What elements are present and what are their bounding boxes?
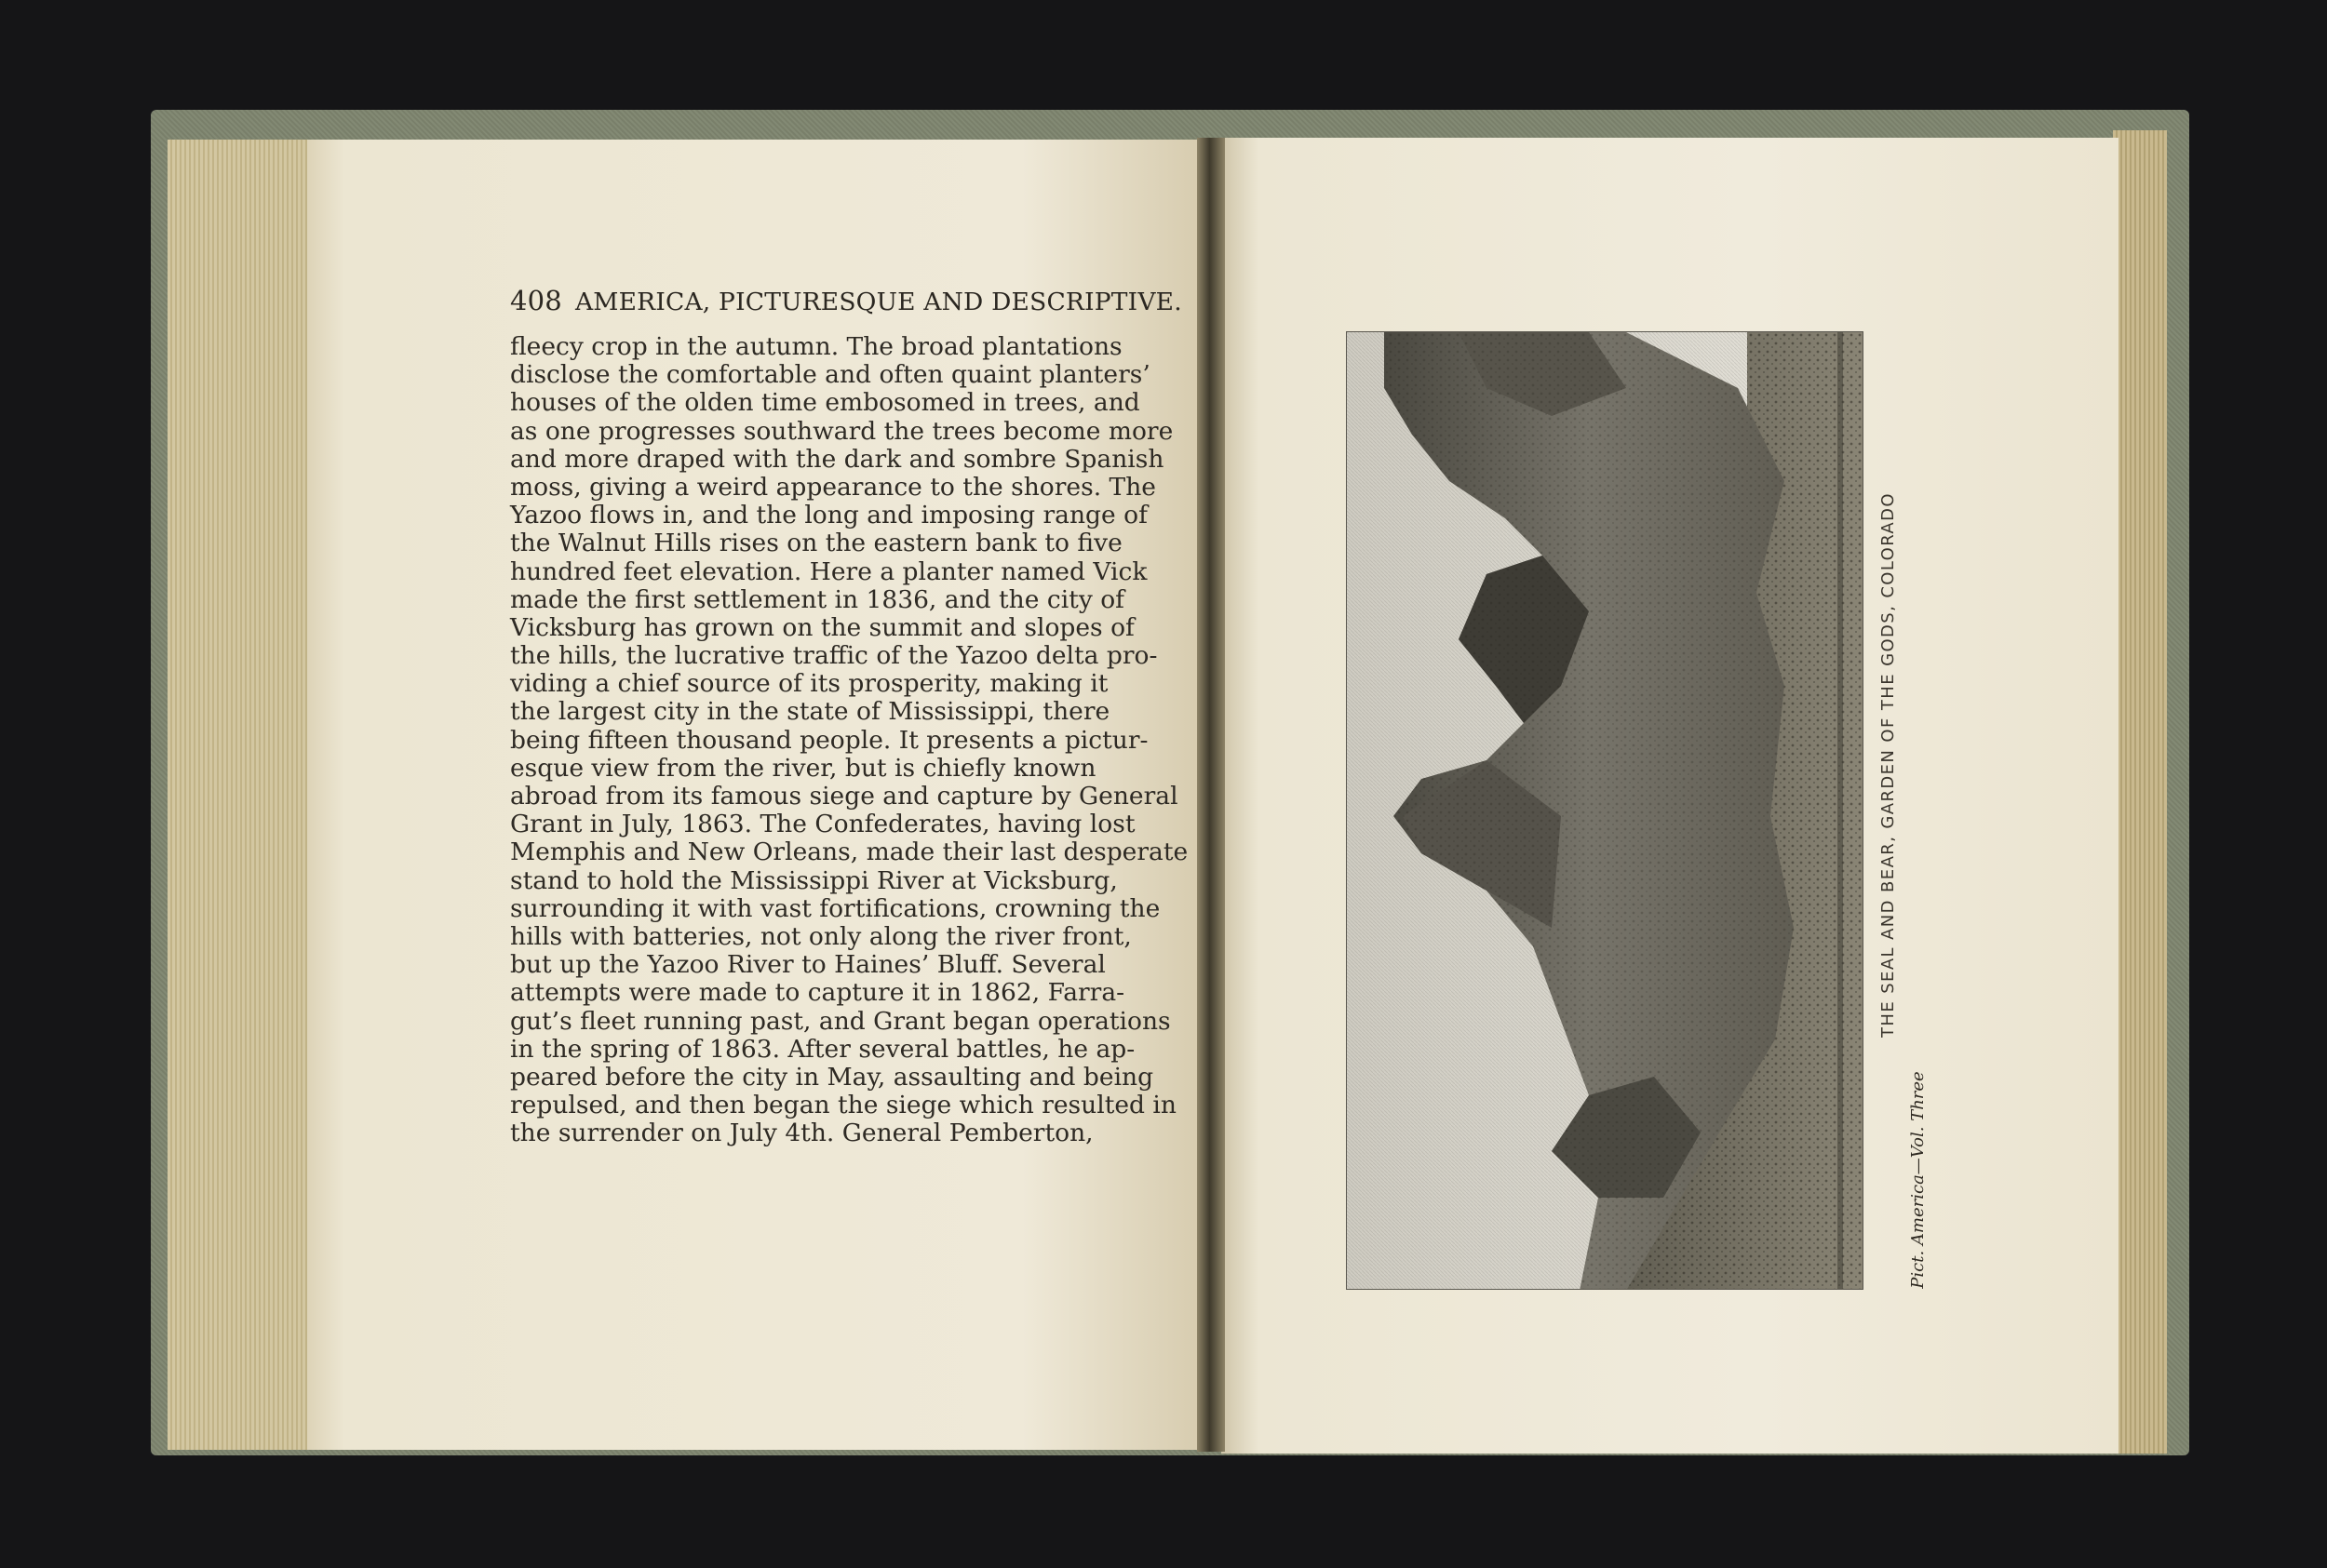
running-head [510, 285, 1182, 322]
text-line: Yazoo flows in, and the long and imposing range of [510, 501, 1148, 530]
text-line: and more draped with the dark and sombre Spanish [510, 444, 1164, 474]
text-line: hills with batteries, not only along the river front, [510, 921, 1132, 951]
text-line: but up the Yazoo River to Haines’ Bluff. Several [510, 950, 1106, 980]
text-line: attempts were made to capture it in 1862, Farra- [510, 978, 1125, 1008]
text-line: moss, giving a weird appearance to the shores. The [510, 472, 1156, 502]
text-line: Memphis and New Orleans, made their last desperate [510, 838, 1189, 867]
text-line: as one progresses southward the trees become more [510, 416, 1174, 446]
text-line: Grant in July, 1863. The Confederates, having lost [510, 810, 1136, 839]
text-line: being fifteen thousand people. It presents a pictur- [510, 725, 1149, 755]
text-line: the surrender on July 4th. General Pemberton, [510, 1119, 1094, 1148]
rock-formation-photo [1347, 332, 1863, 1290]
plate-caption: THE SEAL AND BEAR, GARDEN OF THE GODS, COLORADO [1878, 492, 1898, 1038]
running-head-title: AMERICA, PICTURESQUE AND DESCRIPTIVE. [574, 288, 1182, 316]
text-line: abroad from its famous siege and capture by General [510, 782, 1178, 811]
text-line: repulsed, and then began the siege which resulted in [510, 1091, 1177, 1120]
body-text [510, 332, 1189, 1148]
text-line: the hills, the lucrative traffic of the Yazoo delta pro- [510, 641, 1158, 671]
text-line: made the first settlement in 1836, and the city of [510, 584, 1124, 614]
page-number: 408 [510, 285, 562, 316]
text-line: hundred feet elevation. Here a planter named Vick [510, 556, 1148, 586]
text-line: houses of the olden time embosomed in trees, and [510, 388, 1140, 418]
text-line: esque view from the river, but is chiefly known [510, 753, 1096, 783]
right-page-edges [2113, 130, 2167, 1454]
text-line: viding a chief source of its prosperity, making it [510, 669, 1109, 699]
plate-credit: Pict. America—Vol. Three [1908, 1071, 1928, 1289]
text-line: peared before the city in May, assaulting and being [510, 1062, 1154, 1092]
book-gutter [1197, 138, 1225, 1452]
text-line: surrounding it with vast fortifications, crowning the [510, 893, 1161, 923]
text-line: the Walnut Hills rises on the eastern bank to five [510, 529, 1123, 558]
text-line: in the spring of 1863. After several battles, he ap- [510, 1034, 1136, 1064]
photo-plate [1346, 331, 1863, 1290]
text-line: Vicksburg has grown on the summit and slopes of [510, 612, 1135, 642]
text-line: stand to hold the Mississippi River at Vicksburg, [510, 865, 1118, 895]
left-page-edges [168, 140, 316, 1450]
text-line: fleecy crop in the autumn. The broad plantations [510, 332, 1123, 361]
text-line: disclose the comfortable and often quaint planters’ [510, 360, 1150, 390]
text-line: gut’s fleet running past, and Grant began operations [510, 1006, 1171, 1036]
text-line: the largest city in the state of Mississippi, there [510, 697, 1110, 727]
